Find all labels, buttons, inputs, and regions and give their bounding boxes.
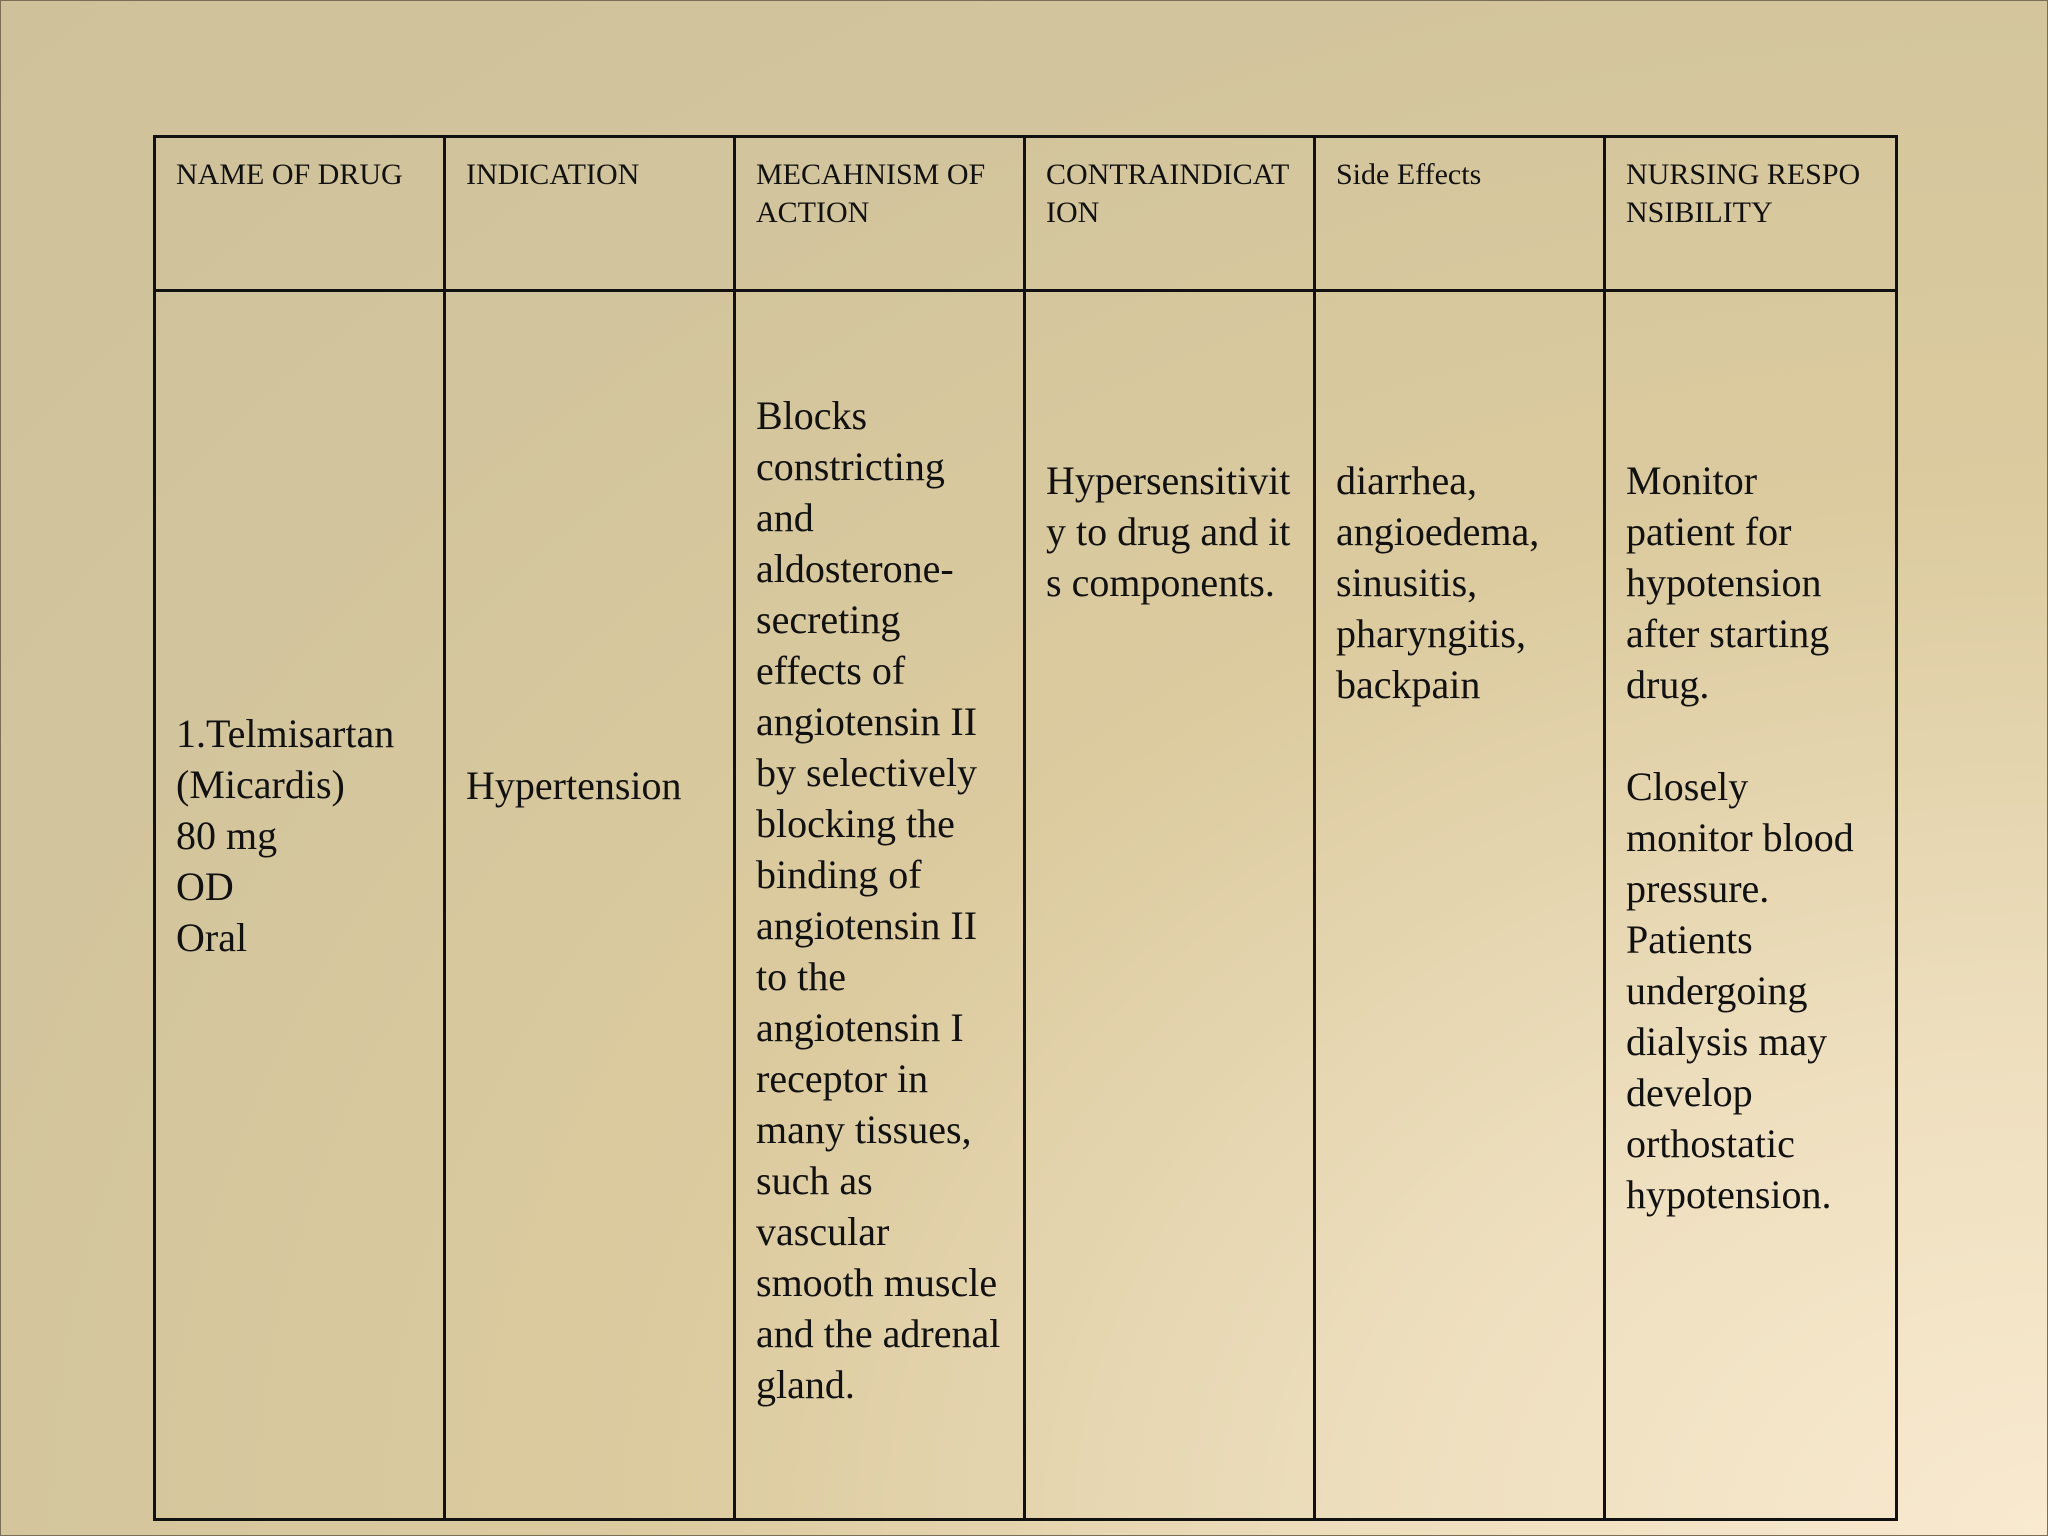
header-side-effects: Side Effects bbox=[1315, 137, 1605, 291]
nursing-paragraph-1: Monitor patient for hypotension after starting drug. bbox=[1626, 458, 1830, 707]
cell-mechanism bbox=[735, 291, 1025, 1520]
drug-brand-line: (Micardis) bbox=[176, 761, 345, 807]
header-mechanism-of-action: MECAHNISM OF ACTION bbox=[735, 137, 1025, 291]
drug-route-line: Oral bbox=[176, 914, 248, 960]
nursing-paragraph-2: Closely monitor blood pressure. Patients undergoing dialysis may develop orthostatic hypotension. bbox=[1626, 764, 1854, 1217]
side-effect-item: backpain bbox=[1336, 662, 1481, 707]
side-effect-item: sinusitis, bbox=[1336, 560, 1478, 605]
contraindication-text: Hypersensitivity to drug and its components. bbox=[1046, 458, 1291, 605]
drug-dose-line: 80 mg bbox=[176, 812, 278, 858]
side-effect-item: pharyngitis, bbox=[1336, 611, 1526, 656]
table-header-row bbox=[155, 137, 1897, 291]
cell-side-effects bbox=[1315, 291, 1605, 1520]
header-contraindication: CONTRAINDICATION bbox=[1025, 137, 1315, 291]
cell-nursing-responsibility bbox=[1605, 291, 1897, 1520]
cell-drug-name bbox=[155, 291, 445, 1520]
cell-contraindication bbox=[1025, 291, 1315, 1520]
header-name-of-drug: NAME OF DRUG bbox=[155, 137, 445, 291]
table-row bbox=[155, 291, 1897, 1520]
side-effect-item: diarrhea, bbox=[1336, 458, 1478, 503]
header-nursing-responsibility: NURSING RESPONSIBILITY bbox=[1605, 137, 1897, 291]
header-indication: INDICATION bbox=[445, 137, 735, 291]
mechanism-text: Blocks constricting and aldosterone-secreting effects of angiotensin II by selectively blocking the binding of angiotensin II to the angiotensin I receptor in many tissues, such as vascular smooth muscle and the adrenal gland. bbox=[756, 393, 1001, 1407]
paragraph-spacer bbox=[1626, 710, 1875, 761]
side-effect-item: angioedema, bbox=[1336, 509, 1540, 554]
drug-study-table bbox=[153, 135, 1898, 1521]
drug-name-line: 1.Telmisartan bbox=[176, 710, 395, 756]
indication-text: Hypertension bbox=[466, 762, 682, 808]
drug-frequency-line: OD bbox=[176, 863, 234, 909]
cell-indication bbox=[445, 291, 735, 1520]
